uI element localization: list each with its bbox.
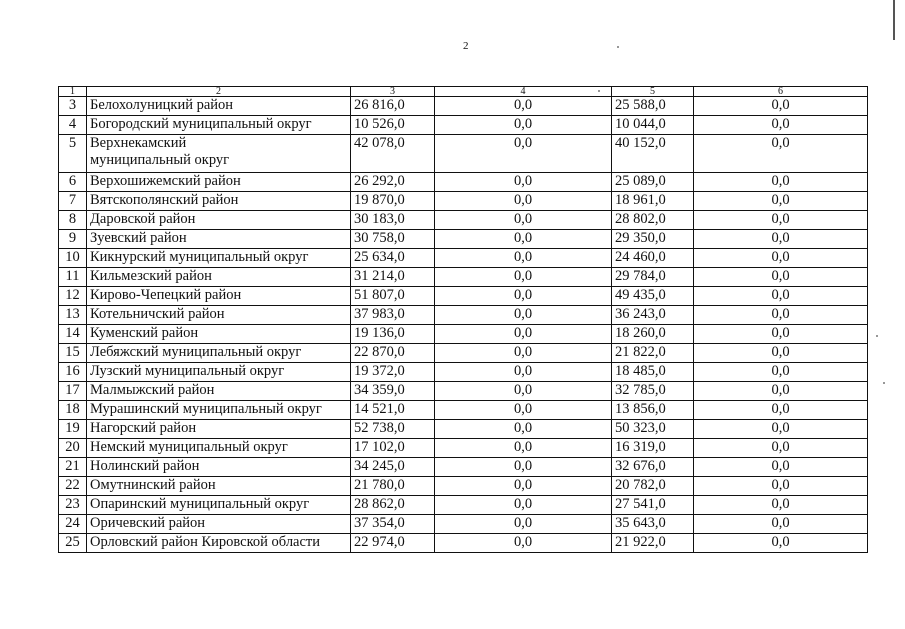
amount-col5-cell: 27 541,0 [612, 496, 694, 515]
amount-col3-cell: 25 634,0 [351, 249, 435, 268]
amount-col3-cell: 22 870,0 [351, 344, 435, 363]
header-row [59, 87, 868, 97]
amount-col5-cell: 25 588,0 [612, 97, 694, 116]
header-cell: 1 [59, 87, 87, 97]
row-number-cell: 16 [59, 363, 87, 382]
district-name-cell: Мурашинский муниципальный округ [87, 401, 351, 420]
scan-speck [617, 46, 619, 48]
row-number-cell: 19 [59, 420, 87, 439]
amount-col6-cell: 0,0 [694, 192, 868, 211]
amount-col3-cell: 28 862,0 [351, 496, 435, 515]
amount-col6-cell: 0,0 [694, 211, 868, 230]
amount-col6-cell: 0,0 [694, 458, 868, 477]
amount-col5-cell: 25 089,0 [612, 173, 694, 192]
amount-col5-cell: 40 152,0 [612, 135, 694, 173]
table-row [59, 173, 868, 192]
table-row [59, 420, 868, 439]
district-name-cell: Верхошижемский район [87, 173, 351, 192]
amount-col3-cell: 22 974,0 [351, 534, 435, 553]
amount-col3-cell: 34 359,0 [351, 382, 435, 401]
district-name-cell: Кильмезский район [87, 268, 351, 287]
amount-col5-cell: 49 435,0 [612, 287, 694, 306]
amount-col3-cell: 30 758,0 [351, 230, 435, 249]
table-row [59, 458, 868, 477]
district-name-cell: Белохолуницкий район [87, 97, 351, 116]
amount-col3-cell: 21 780,0 [351, 477, 435, 496]
amount-col3-cell: 37 983,0 [351, 306, 435, 325]
district-name-cell: Зуевский район [87, 230, 351, 249]
amount-col5-cell: 18 485,0 [612, 363, 694, 382]
district-name-cell: Кикнурский муниципальный округ [87, 249, 351, 268]
table-row [59, 135, 868, 173]
district-name-cell: Котельничский район [87, 306, 351, 325]
amount-col3-cell: 17 102,0 [351, 439, 435, 458]
row-number-cell: 13 [59, 306, 87, 325]
table-row [59, 515, 868, 534]
row-number-cell: 25 [59, 534, 87, 553]
amount-col5-cell: 36 243,0 [612, 306, 694, 325]
district-name-cell: Лебяжский муниципальный округ [87, 344, 351, 363]
amount-col3-cell: 31 214,0 [351, 268, 435, 287]
amount-col4-cell: 0,0 [435, 230, 612, 249]
amount-col3-cell: 37 354,0 [351, 515, 435, 534]
row-number-cell: 11 [59, 268, 87, 287]
table-row [59, 401, 868, 420]
district-name-cell [87, 135, 351, 173]
amount-col4-cell: 0,0 [435, 496, 612, 515]
amount-col3-cell: 26 816,0 [351, 97, 435, 116]
header-cell: 4 [435, 87, 612, 97]
amount-col4-cell: 0,0 [435, 420, 612, 439]
district-name-cell: Оричевский район [87, 515, 351, 534]
amount-col4-cell: 0,0 [435, 363, 612, 382]
amount-col4-cell: 0,0 [435, 458, 612, 477]
amount-col6-cell: 0,0 [694, 401, 868, 420]
amount-col5-cell: 20 782,0 [612, 477, 694, 496]
amount-col3-cell: 10 526,0 [351, 116, 435, 135]
table-row [59, 477, 868, 496]
amount-col6-cell: 0,0 [694, 173, 868, 192]
district-name-cell: Нагорский район [87, 420, 351, 439]
amount-col4-cell: 0,0 [435, 401, 612, 420]
amount-col4-cell: 0,0 [435, 135, 612, 173]
scan-speck [883, 382, 885, 384]
amount-col6-cell: 0,0 [694, 534, 868, 553]
amount-col4-cell: 0,0 [435, 116, 612, 135]
amount-col6-cell: 0,0 [694, 477, 868, 496]
amount-col5-cell: 32 785,0 [612, 382, 694, 401]
row-number-cell: 23 [59, 496, 87, 515]
row-number-cell: 3 [59, 97, 87, 116]
table-row [59, 496, 868, 515]
amount-col6-cell: 0,0 [694, 306, 868, 325]
district-name-line: муниципальный округ [90, 152, 230, 168]
district-name-cell: Куменский район [87, 325, 351, 344]
amount-col3-cell: 14 521,0 [351, 401, 435, 420]
amount-col5-cell: 32 676,0 [612, 458, 694, 477]
row-number-cell: 14 [59, 325, 87, 344]
amount-col5-cell: 29 350,0 [612, 230, 694, 249]
amount-col4-cell: 0,0 [435, 268, 612, 287]
table-row [59, 287, 868, 306]
table-row [59, 192, 868, 211]
row-number-cell: 15 [59, 344, 87, 363]
amount-col4-cell: 0,0 [435, 287, 612, 306]
district-name-cell: Даровской район [87, 211, 351, 230]
amount-col5-cell: 35 643,0 [612, 515, 694, 534]
amount-col4-cell: 0,0 [435, 249, 612, 268]
amount-col4-cell: 0,0 [435, 306, 612, 325]
amount-col6-cell: 0,0 [694, 268, 868, 287]
district-name-cell: Лузский муниципальный округ [87, 363, 351, 382]
budget-table [58, 86, 868, 553]
amount-col3-cell: 19 870,0 [351, 192, 435, 211]
amount-col3-cell: 52 738,0 [351, 420, 435, 439]
amount-col5-cell: 18 260,0 [612, 325, 694, 344]
amount-col6-cell: 0,0 [694, 496, 868, 515]
table-row [59, 382, 868, 401]
amount-col6-cell: 0,0 [694, 97, 868, 116]
amount-col4-cell: 0,0 [435, 344, 612, 363]
amount-col4-cell: 0,0 [435, 173, 612, 192]
district-name-cell: Немский муниципальный округ [87, 439, 351, 458]
amount-col6-cell: 0,0 [694, 325, 868, 344]
district-name-cell: Опаринский муниципальный округ [87, 496, 351, 515]
amount-col5-cell: 28 802,0 [612, 211, 694, 230]
table-row [59, 211, 868, 230]
amount-col4-cell: 0,0 [435, 325, 612, 344]
amount-col3-cell: 19 372,0 [351, 363, 435, 382]
row-number-cell: 24 [59, 515, 87, 534]
district-name-cell: Малмыжский район [87, 382, 351, 401]
district-name-cell: Кирово-Чепецкий район [87, 287, 351, 306]
table-row [59, 230, 868, 249]
amount-col5-cell: 50 323,0 [612, 420, 694, 439]
amount-col4-cell: 0,0 [435, 439, 612, 458]
table-row [59, 344, 868, 363]
amount-col4-cell: 0,0 [435, 515, 612, 534]
table-row [59, 325, 868, 344]
row-number-cell: 5 [59, 135, 87, 173]
amount-col4-cell: 0,0 [435, 477, 612, 496]
row-number-cell: 8 [59, 211, 87, 230]
amount-col4-cell: 0,0 [435, 211, 612, 230]
amount-col4-cell: 0,0 [435, 192, 612, 211]
amount-col5-cell: 29 784,0 [612, 268, 694, 287]
amount-col5-cell: 13 856,0 [612, 401, 694, 420]
district-name-cell: Омутнинский район [87, 477, 351, 496]
district-name-cell: Нолинский район [87, 458, 351, 477]
row-number-cell: 12 [59, 287, 87, 306]
table-row [59, 249, 868, 268]
row-number-cell: 10 [59, 249, 87, 268]
amount-col6-cell: 0,0 [694, 135, 868, 173]
row-number-cell: 20 [59, 439, 87, 458]
amount-col6-cell: 0,0 [694, 515, 868, 534]
amount-col6-cell: 0,0 [694, 230, 868, 249]
amount-col6-cell: 0,0 [694, 116, 868, 135]
scan-speck [876, 335, 878, 337]
header-cell: 5 [612, 87, 694, 97]
amount-col4-cell: 0,0 [435, 97, 612, 116]
amount-col6-cell: 0,0 [694, 382, 868, 401]
amount-col3-cell: 34 245,0 [351, 458, 435, 477]
amount-col6-cell: 0,0 [694, 363, 868, 382]
amount-col6-cell: 0,0 [694, 344, 868, 363]
amount-col3-cell: 42 078,0 [351, 135, 435, 173]
row-number-cell: 18 [59, 401, 87, 420]
row-number-cell: 7 [59, 192, 87, 211]
amount-col5-cell: 16 319,0 [612, 439, 694, 458]
amount-col5-cell: 10 044,0 [612, 116, 694, 135]
district-name-cell: Орловский район Кировской области [87, 534, 351, 553]
table-row [59, 534, 868, 553]
scan-edge-mark [893, 0, 895, 40]
table-row [59, 97, 868, 116]
amount-col5-cell: 24 460,0 [612, 249, 694, 268]
table-row [59, 439, 868, 458]
row-number-cell: 17 [59, 382, 87, 401]
header-cell: 3 [351, 87, 435, 97]
amount-col3-cell: 51 807,0 [351, 287, 435, 306]
amount-col5-cell: 18 961,0 [612, 192, 694, 211]
row-number-cell: 6 [59, 173, 87, 192]
district-name-line: Верхнекамский [90, 135, 187, 151]
row-number-cell: 4 [59, 116, 87, 135]
header-cell: 6 [694, 87, 868, 97]
table-row [59, 363, 868, 382]
page-number: 2 [463, 40, 469, 52]
district-name-cell: Вятскополянский район [87, 192, 351, 211]
amount-col4-cell: 0,0 [435, 382, 612, 401]
table-row [59, 306, 868, 325]
table-row [59, 116, 868, 135]
table-row [59, 268, 868, 287]
row-number-cell: 9 [59, 230, 87, 249]
district-name-cell: Богородский муниципальный округ [87, 116, 351, 135]
amount-col3-cell: 26 292,0 [351, 173, 435, 192]
amount-col4-cell: 0,0 [435, 534, 612, 553]
header-cell: 2 [87, 87, 351, 97]
amount-col5-cell: 21 922,0 [612, 534, 694, 553]
row-number-cell: 21 [59, 458, 87, 477]
amount-col6-cell: 0,0 [694, 439, 868, 458]
amount-col6-cell: 0,0 [694, 287, 868, 306]
amount-col5-cell: 21 822,0 [612, 344, 694, 363]
row-number-cell: 22 [59, 477, 87, 496]
amount-col3-cell: 19 136,0 [351, 325, 435, 344]
amount-col6-cell: 0,0 [694, 249, 868, 268]
amount-col6-cell: 0,0 [694, 420, 868, 439]
amount-col3-cell: 30 183,0 [351, 211, 435, 230]
